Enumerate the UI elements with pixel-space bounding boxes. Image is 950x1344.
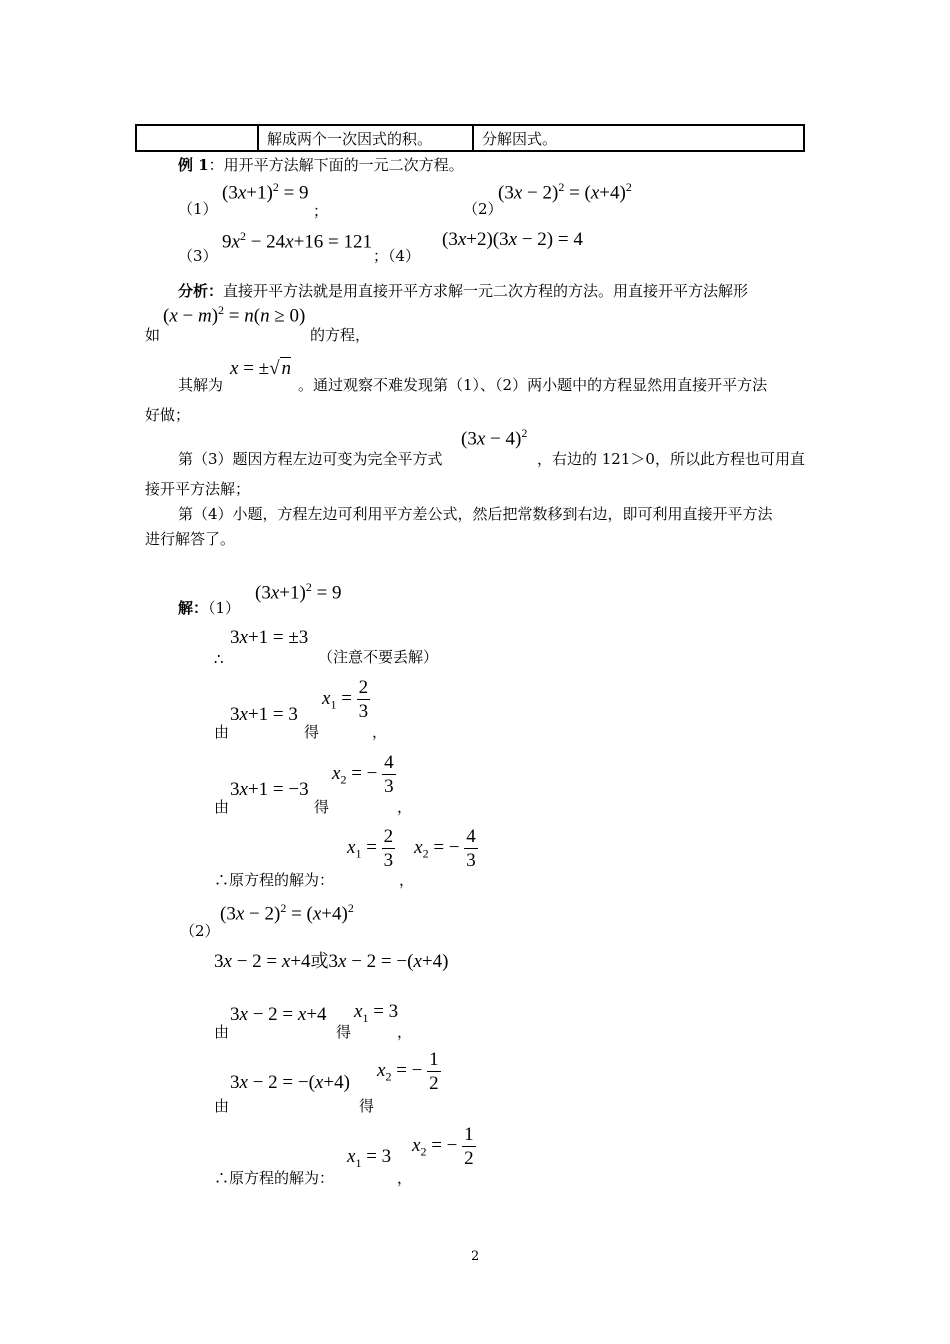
de-label: 得 xyxy=(336,1023,352,1041)
comma: ， xyxy=(399,871,415,889)
analysis-ru-tail: 的方程， xyxy=(310,326,371,344)
x1-value-2: $x_1 = 3$ xyxy=(354,1001,399,1025)
x1-value: $x_1$ = $\frac{2}{3}$ xyxy=(322,677,369,722)
solution-title: 解： xyxy=(178,599,209,617)
de-label: 得 xyxy=(304,723,320,741)
you-label: 由 xyxy=(214,798,230,816)
semicolon: ； xyxy=(313,202,329,220)
page-number: 2 xyxy=(471,1249,480,1264)
x2-value-2: $x_2$ = − $\frac{1}{2}$ xyxy=(377,1049,439,1094)
s2-case-b: 3x − 2 = −(x+4) xyxy=(230,1072,350,1093)
s2-equation: $(3x - 2)^2 = (x+4)^2$ xyxy=(220,901,354,925)
equation-3: $9x^2 - 24x+16 = 121$ xyxy=(222,229,373,253)
solution-heading: 解：（1） xyxy=(178,599,241,617)
you-label: 由 xyxy=(214,723,230,741)
equation-1: $(3x+1)^2 = 9$ xyxy=(222,180,309,204)
s1-case-b: 3x+1 = −3 xyxy=(230,779,309,800)
comma: ， xyxy=(372,723,388,741)
s2-case-a: 3x − 2 = x+4 xyxy=(230,1004,327,1025)
analysis-p3-c: 接开平方法解； xyxy=(145,480,251,498)
comma: ， xyxy=(397,798,413,816)
s1-case-a: 3x+1 = 3 xyxy=(230,704,298,725)
label-1: （1） xyxy=(178,200,218,218)
analysis-title: 分析： xyxy=(178,282,224,300)
de-label: 得 xyxy=(314,798,330,816)
s1-step: 3x+1 = ±3 xyxy=(230,627,309,648)
form-equation: $(x - m)^2 = n(n \ge 0)$ xyxy=(163,303,306,327)
table-cell: 分解因式。 xyxy=(473,125,804,151)
s2-split: 3x − 2 = x+4或3x − 2 = −(x+4) xyxy=(214,951,449,972)
analysis-line-3: 。通过观察不难发现第（1）、（2）两小题中的方程显然用直接开平方法 xyxy=(298,376,768,394)
label-3: （3） xyxy=(178,247,218,265)
analysis-qijie: 其解为 xyxy=(178,376,224,394)
you-label: 由 xyxy=(214,1023,230,1041)
part2-label: （2） xyxy=(180,922,220,940)
result-2-x1: $x_1 = 3$ xyxy=(347,1146,392,1170)
label-2: （2） xyxy=(463,200,503,218)
table-cell: 解成两个一次因式的积。 xyxy=(258,125,473,151)
note: （注意不要丢解） xyxy=(318,648,439,666)
equation-2: $(3x - 2)^2 = (x+4)^2$ xyxy=(498,180,632,204)
analysis-line-4: 好做； xyxy=(145,406,191,424)
perfect-square: $(3x - 4)^2$ xyxy=(461,426,528,450)
result-2-x2: $x_2$ = − $\frac{1}{2}$ xyxy=(412,1124,474,1169)
label-4: ；（4） xyxy=(373,247,421,265)
example-heading xyxy=(178,156,464,174)
analysis-p4-b: 进行解答了。 xyxy=(145,530,236,548)
analysis-p4-a: 第（4）小题，方程左边可利用平方差公式，然后把常数移到右边，即可利用直接开平方法 xyxy=(178,505,773,523)
table-cell xyxy=(136,125,258,151)
analysis-p3-b: ，右边的 121＞0，所以此方程也可用直 xyxy=(537,450,805,468)
analysis-line-1: 分析：直接开平方法就是用直接开平方求解一元二次方程的方法。用直接开平方法解形 xyxy=(178,282,749,300)
therefore-symbol: ∴ xyxy=(214,650,224,668)
x2-value: $x_2$ = − $\frac{4}{3}$ xyxy=(332,752,394,797)
comma: ， xyxy=(397,1169,413,1187)
s1-equation: $(3x+1)^2 = 9$ xyxy=(255,580,342,604)
equation-4: (3x+2)(3x − 2) = 4 xyxy=(442,229,583,250)
you-label: 由 xyxy=(214,1097,230,1115)
result-label: ∴原方程的解为： xyxy=(214,871,335,889)
example-title: 例 1 xyxy=(178,156,209,174)
analysis-p3-a: 第（3）题因方程左边可变为完全平方式 xyxy=(178,450,443,468)
result-1: $x_1$ = $\frac{2}{3}$ $x_2$ = − $\frac{4}{3}$ xyxy=(347,826,476,871)
solution-form: x = ±√ n xyxy=(230,358,292,379)
analysis-ru: 如 xyxy=(145,326,161,344)
comma: ， xyxy=(397,1023,413,1041)
method-table-row xyxy=(135,124,805,152)
example-instruction: ：用开平方法解下面的一元二次方程。 xyxy=(208,156,464,174)
result-label: ∴原方程的解为： xyxy=(214,1169,335,1187)
de-label: 得 xyxy=(359,1097,375,1115)
